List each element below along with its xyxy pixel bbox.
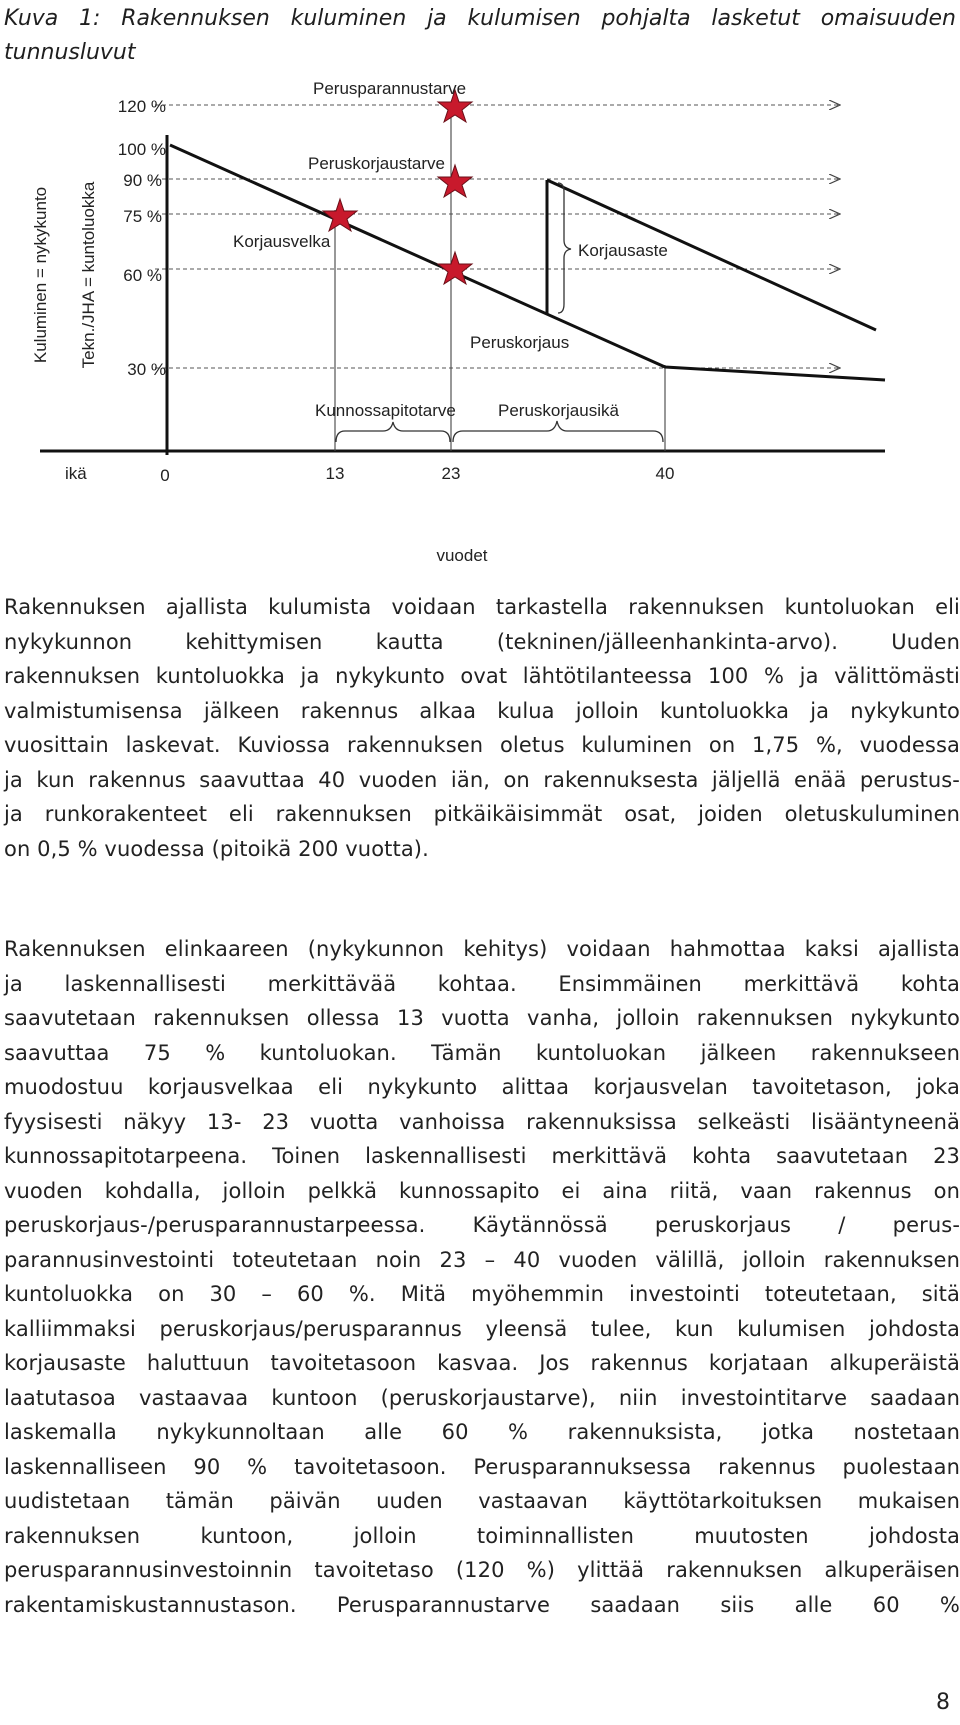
label-peruskorjaus: Peruskorjaus [470,333,570,352]
x-tick-0: 0 [160,466,170,485]
paragraph-line: on 0,5 % vuodessa (pitoikä 200 vuotta). [4,836,429,861]
label-korjausaste: Korjausaste [578,241,668,260]
x-tick-40: 40 [655,464,675,483]
label-perusparannustarve: Perusparannustarve [313,80,467,98]
paragraph-line: kunnossapitotarpeena. Toinen laskennallisesti merkittävä kohta saavutetaan 23 [4,1144,960,1168]
label-peruskorjaustarve: Peruskorjaustarve [308,154,446,173]
kunnossapitotarve-brace [336,422,450,442]
paragraph-1 [4,590,960,866]
x-tick-23: 23 [441,464,461,483]
y-tick-60: 60 % [123,266,162,285]
paragraph-line: kuntoluokka on 30 – 60 %. Mitä myöhemmin investointi toteutetaan, sitä [4,1282,960,1306]
paragraph-line: nykykunnon kehittymisen kautta (tekninen/jälleenhankinta-arvo). Uuden [4,629,960,654]
label-korjausvelka: Korjausvelka [233,232,331,251]
paragraph-line: kalliimmaksi peruskorjaus/perusparannus yleensä tulee, kun kulumisen johdosta [4,1316,960,1341]
paragraph-line: valmistumisensa jälkeen rakennus alkaa kulua jolloin kuntoluokka ja nykykunto [4,698,960,723]
paragraph-line: ja laskennallisesti merkittävää kohtaa. Ensimmäinen merkittävä kohta [4,971,960,996]
x-tick-13: 13 [325,464,345,483]
paragraph-line: laskennalliseen 90 % tavoitetasoon. Perusparannuksessa rakennus puolestaan [4,1454,960,1479]
paragraph-line: vuoden kohdalla, jolloin pelkkä kunnossapito ei aina riitä, vaan rakennus on [4,1178,960,1203]
x-tick-labels [160,464,674,485]
paragraph-line: peruskorjaus-/perusparannustarpeessa. Käytännössä peruskorjaus / perus- [4,1213,960,1237]
paragraph-line: muodostuu korjausvelkaa eli nykykunto alittaa korjausvelan tavoitetason, joka [4,1075,960,1099]
label-kunnossapitotarve: Kunnossapitotarve [315,401,456,420]
caption-line-2: tunnusluvut [4,40,136,65]
paragraph-line: Rakennuksen elinkaareen (nykykunnon kehitys) voidaan hahmottaa kaksi ajallista [4,937,960,961]
paragraph-line: ja runkorakenteet eli rakennuksen pitkäikäisimmät osat, joiden oletuskuluminen [4,802,960,826]
paragraph-line: fyysisesti näkyy 13- 23 vuotta vanhoissa rakennuksissa selkeästi lisääntyneenä [4,1109,960,1134]
paragraph-line: korjausaste haluttuun tavoitetasoon kasvaa. Jos rakennus korjataan alkuperäistä [4,1351,960,1375]
paragraph-line: laskemalla nykykunnoltaan alle 60 % rakennuksista, jotka nostetaan [4,1420,960,1444]
paragraph-line: Rakennuksen ajallista kulumista voidaan tarkastella rakennuksen kuntoluokan eli [4,595,960,619]
korjausaste-brace [558,183,571,313]
y-tick-labels [118,97,166,379]
paragraph-line: vuosittain laskevat. Kuviossa rakennuksen oletus kuluminen on 1,75 %, vuodessa [4,733,960,757]
paragraph-line: laatutasoa vastaavaa kuntoon (peruskorjaustarve), niin investointitarve saadaan [4,1385,960,1410]
y-tick-75: 75 % [123,207,162,226]
caption-line-1: Kuva 1: Rakennuksen kuluminen ja kulumisen pohjalta lasketut omaisuuden [4,6,956,31]
paragraph-line: perusparannusinvestoinnin tavoitetaso (120 %) ylittää rakennuksen alkuperäisen [4,1558,960,1582]
paragraph-line: rakennuksen kuntoon, jolloin toiminnallisten muutosten johdosta [4,1523,960,1548]
x-axis-unit: vuodet [436,546,488,565]
y-axis-inner-label: Tekn./JHA = kuntoluokka [79,181,98,369]
figure-caption [4,2,956,70]
paragraph-line: saavuttaa 75 % kuntoluokan. Tämän kuntoluokan jälkeen rakennukseen [4,1040,960,1065]
paragraph-line: rakentamiskustannustason. Perusparannustarve saadaan siis alle 60 % [4,1592,960,1617]
y-tick-100: 100 % [117,140,166,159]
wear-diagram [0,80,960,570]
paragraph-line: rakennuksen kuntoluokka ja nykykunto ovat lähtötilanteessa 100 % ja välittömästi [4,664,960,688]
peruskorjausika-brace [453,421,663,442]
paragraph-line: parannusinvestointi toteutetaan noin 23 – 40 vuoden välillä, jolloin rakennuksen [4,1247,960,1272]
page-number: 8 [936,1690,950,1715]
stars [323,90,472,284]
y-tick-30: 30 % [127,360,166,379]
paragraph-2 [4,932,960,1622]
y-axis-outer-label: Kuluminen = nykykunto [31,186,50,364]
paragraph-line: uudistetaan tämän päivän uuden vastaavan käyttötarkoituksen mukaisen [4,1489,960,1513]
paragraph-line: ja kun rakennus saavuttaa 40 vuoden iän, on rakennuksesta jäljellä enää perustus- [4,767,960,792]
label-peruskorjausika: Peruskorjausikä [498,401,619,420]
x-axis-start-label: ikä [65,464,87,483]
y-tick-90: 90 % [123,171,162,190]
paragraph-line: saavutetaan rakennuksen ollessa 13 vuotta vanha, jolloin rakennuksen nykykunto [4,1006,960,1030]
y-tick-120: 120 % [117,97,166,116]
